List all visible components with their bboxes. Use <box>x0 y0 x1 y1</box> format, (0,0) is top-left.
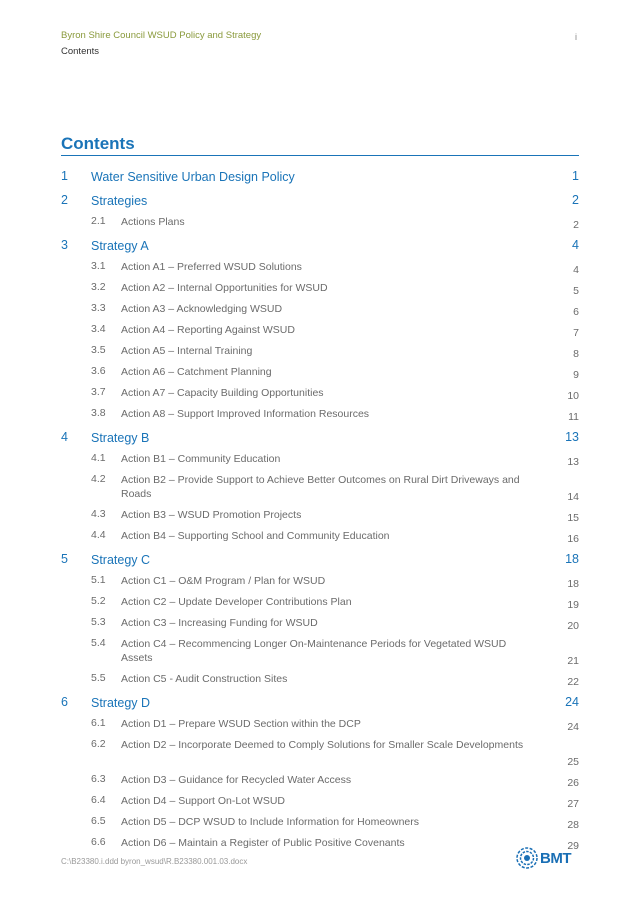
toc-entry-title: Action A4 – Reporting Against WSUD <box>121 324 295 336</box>
toc-entry-title: Strategies <box>91 194 148 208</box>
toc-entry-number: 6.1 <box>91 717 106 729</box>
toc-entry-number: 6.5 <box>91 815 106 827</box>
toc-section-row[interactable] <box>61 166 579 190</box>
toc-subsection-row[interactable] <box>61 280 579 301</box>
toc-entry-title: Action D5 – DCP WSUD to Include Information for Homeowners <box>121 816 420 828</box>
toc-entry-number: 3.3 <box>91 302 106 314</box>
toc-subsection-row[interactable] <box>61 671 579 692</box>
toc-section-row[interactable] <box>61 549 579 573</box>
toc-entry-page: 1 <box>572 169 579 183</box>
toc-entry-title: Action D6 – Maintain a Register of Public Positive Covenants <box>121 837 405 849</box>
toc-subsection-row[interactable] <box>61 636 579 671</box>
toc-entry-page: 14 <box>567 491 579 503</box>
toc-subsection-row[interactable] <box>61 406 579 427</box>
toc-entry-page: 16 <box>567 533 579 545</box>
toc-entry-title: Action B4 – Supporting School and Community Education <box>121 530 390 542</box>
toc-entry-title: Action B3 – WSUD Promotion Projects <box>121 509 302 521</box>
toc-entry-page: 24 <box>565 695 579 709</box>
toc-section-row[interactable] <box>61 190 579 214</box>
toc-entry-title: Strategy D <box>91 696 151 710</box>
toc-entry-number: 2.1 <box>91 215 106 227</box>
toc-entry-number: 6.4 <box>91 794 106 806</box>
table-of-contents <box>61 166 579 856</box>
toc-entry-title: Water Sensitive Urban Design Policy <box>91 170 295 184</box>
toc-entry-page: 19 <box>567 599 579 611</box>
toc-entry-number: 3.4 <box>91 323 106 335</box>
toc-entry-number: 5.1 <box>91 574 106 586</box>
toc-entry-title: Action A7 – Capacity Building Opportunities <box>121 387 324 399</box>
heading-rule <box>61 155 579 156</box>
toc-entry-title: Strategy B <box>91 431 150 445</box>
toc-subsection-row[interactable] <box>61 214 579 235</box>
toc-subsection-row[interactable] <box>61 737 579 772</box>
toc-subsection-row[interactable] <box>61 259 579 280</box>
toc-entry-number: 3.8 <box>91 407 106 419</box>
toc-subsection-row[interactable] <box>61 451 579 472</box>
toc-entry-title: Action D1 – Prepare WSUD Section within the DCP <box>121 718 361 730</box>
toc-entry-title: Action A6 – Catchment Planning <box>121 366 272 378</box>
toc-entry-page: 2 <box>573 219 579 231</box>
toc-subsection-row[interactable] <box>61 385 579 406</box>
toc-entry-title: Action C1 – O&M Program / Plan for WSUD <box>121 575 326 587</box>
toc-entry-number: 4.3 <box>91 508 106 520</box>
toc-subsection-row[interactable] <box>61 594 579 615</box>
toc-entry-title: Action B1 – Community Education <box>121 453 281 465</box>
toc-entry-number: 4.4 <box>91 529 106 541</box>
toc-entry-number: 5.4 <box>91 637 106 649</box>
toc-entry-number: 4.1 <box>91 452 106 464</box>
toc-section-row[interactable] <box>61 235 579 259</box>
toc-entry-title: Action D3 – Guidance for Recycled Water Access <box>121 774 352 786</box>
toc-entry-page: 6 <box>573 306 579 318</box>
toc-entry-page: 15 <box>567 512 579 524</box>
toc-subsection-row[interactable] <box>61 343 579 364</box>
toc-entry-page: 10 <box>567 390 579 402</box>
toc-entry-title: Strategy C <box>91 553 151 567</box>
toc-section-row[interactable] <box>61 692 579 716</box>
toc-entry-number: 6 <box>61 695 68 709</box>
bmt-logo <box>515 843 581 873</box>
toc-entry-number: 5.3 <box>91 616 106 628</box>
toc-entry-number: 2 <box>61 193 68 207</box>
toc-entry-number: 1 <box>61 169 68 183</box>
toc-entry-number: 3.2 <box>91 281 106 293</box>
toc-entry-page: 29 <box>567 840 579 852</box>
toc-subsection-row[interactable] <box>61 772 579 793</box>
toc-entry-title: Action B2 – Provide Support to Achieve Better Outcomes on Rural Dirt Driveways and Roads <box>121 474 520 500</box>
toc-entry-title: Action C2 – Update Developer Contributions Plan <box>121 596 352 608</box>
toc-entry-number: 5.2 <box>91 595 106 607</box>
toc-entry-page: 22 <box>567 676 579 688</box>
logo-wordmark: BMT <box>540 849 571 867</box>
toc-subsection-row[interactable] <box>61 301 579 322</box>
toc-subsection-row[interactable] <box>61 528 579 549</box>
toc-subsection-row[interactable] <box>61 507 579 528</box>
toc-entry-page: 25 <box>567 756 579 768</box>
footer-file-path: C:\B23380.i.ddd byron_wsud\R.B23380.001.03.docx <box>61 857 248 866</box>
toc-entry-title: Action A2 – Internal Opportunities for WSUD <box>121 282 328 294</box>
toc-entry-number: 3.6 <box>91 365 106 377</box>
toc-entry-title: Action A5 – Internal Training <box>121 345 253 357</box>
bmt-globe-icon <box>515 846 539 870</box>
page-number: i <box>575 32 577 42</box>
toc-entry-page: 21 <box>567 655 579 667</box>
toc-entry-page: 28 <box>567 819 579 831</box>
toc-entry-title: Action D2 – Incorporate Deemed to Comply Solutions for Smaller Scale Developments <box>121 739 524 751</box>
toc-entry-number: 4.2 <box>91 473 106 485</box>
toc-entry-number: 6.6 <box>91 836 106 848</box>
contents-heading: Contents <box>61 134 135 153</box>
toc-entry-page: 9 <box>573 369 579 381</box>
toc-subsection-row[interactable] <box>61 322 579 343</box>
toc-entry-title: Strategy A <box>91 239 149 253</box>
toc-entry-page: 4 <box>572 238 579 252</box>
toc-entry-title: Action A8 – Support Improved Information Resources <box>121 408 370 420</box>
toc-entry-number: 3.5 <box>91 344 106 356</box>
toc-subsection-row[interactable] <box>61 793 579 814</box>
toc-entry-title: Action A1 – Preferred WSUD Solutions <box>121 261 302 273</box>
toc-subsection-row[interactable] <box>61 364 579 385</box>
toc-section-row[interactable] <box>61 427 579 451</box>
toc-entry-number: 5.5 <box>91 672 106 684</box>
toc-entry-page: 18 <box>565 552 579 566</box>
toc-entry-title: Action C5 - Audit Construction Sites <box>121 673 288 685</box>
running-header-title: Byron Shire Council WSUD Policy and Strategy <box>61 30 262 41</box>
toc-entry-title: Action C4 – Recommencing Longer On-Maintenance Periods for Vegetated WSUD Assets <box>121 638 507 664</box>
toc-entry-number: 3.1 <box>91 260 106 272</box>
toc-subsection-row[interactable] <box>61 814 579 835</box>
toc-entry-page: 13 <box>567 456 579 468</box>
toc-subsection-row[interactable] <box>61 835 579 856</box>
toc-subsection-row[interactable] <box>61 573 579 594</box>
toc-entry-page: 26 <box>567 777 579 789</box>
toc-entry-page: 24 <box>567 721 579 733</box>
toc-entry-number: 5 <box>61 552 68 566</box>
toc-entry-number: 3 <box>61 238 68 252</box>
toc-entry-page: 11 <box>568 411 579 423</box>
toc-entry-page: 4 <box>573 264 579 276</box>
toc-entry-number: 6.3 <box>91 773 106 785</box>
running-header-section: Contents <box>61 46 100 57</box>
toc-entry-page: 5 <box>573 285 579 297</box>
toc-entry-page: 2 <box>572 193 579 207</box>
toc-entry-page: 13 <box>565 430 579 444</box>
toc-entry-page: 7 <box>573 327 579 339</box>
toc-entry-number: 4 <box>61 430 68 444</box>
toc-entry-title: Action D4 – Support On-Lot WSUD <box>121 795 285 807</box>
toc-entry-title: Actions Plans <box>121 216 185 228</box>
toc-subsection-row[interactable] <box>61 472 579 507</box>
toc-subsection-row[interactable] <box>61 615 579 636</box>
toc-subsection-row[interactable] <box>61 716 579 737</box>
toc-entry-title: Action C3 – Increasing Funding for WSUD <box>121 617 318 629</box>
toc-entry-page: 18 <box>567 578 579 590</box>
toc-entry-title: Action A3 – Acknowledging WSUD <box>121 303 283 315</box>
toc-entry-page: 27 <box>567 798 579 810</box>
toc-entry-page: 8 <box>573 348 579 360</box>
toc-entry-page: 20 <box>567 620 579 632</box>
toc-entry-number: 3.7 <box>91 386 106 398</box>
toc-entry-number: 6.2 <box>91 738 106 750</box>
